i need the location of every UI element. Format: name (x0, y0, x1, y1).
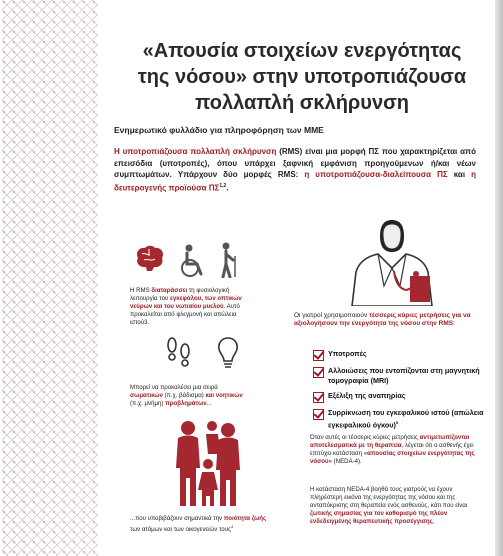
crutch-person-icon (217, 242, 239, 278)
rms-disrupts-text: Η RMS διαταράσσει τη φυσιολογική λειτουργία του εγκεφάλου, των οπτικών νεύρων και του νωτιαίου μυελού. Αυτό προκαλείται από φλεγμονή και απώλεια ιστού3. (130, 287, 242, 326)
doctor-icon (332, 216, 452, 306)
four-measures-intro: Οι γιατροί χρησιμοποιούν τέσσερις κύριες μετρήσεις για να αξιολογήσουν την ενεργότητα της νόσου στην RMS: (294, 312, 471, 327)
wheelchair-icon (179, 244, 209, 278)
document-page (98, 0, 495, 556)
lightbulb-icon (216, 336, 240, 372)
symptoms-text: Μπορεί να προκαλέσει μια σειρά σωματικών (π.χ. βάδισμα) και νοητικών (π.χ. μνήμη) προβλημάτων... (130, 384, 243, 407)
checklist-item: Συρρίκνωση του εγκεφαλικού ιστού (απώλεια εγκεφαλικού όγκου)$^5$ (313, 408, 488, 430)
quality-of-life-text: ...που υποβιβάζουν σημαντικά την ποιότητα ζωής των ατόμων και των οικογενειών τους$^4$ (130, 515, 267, 534)
neda-paragraph: Όταν αυτές οι τέσσερις κύριες μετρήσεις αντιμετωπίζονται αποτελεσματικά με τη θεραπεία, λέγεται ότι ο ασθενής έχει επιτύχει κατάσταση «απουσίας στοιχείων ενεργότητας της νόσου» (NEDA-4). (310, 434, 475, 465)
footprints-icon (164, 336, 194, 370)
brain-icon (132, 244, 166, 274)
intro-paragraph: Η υποτροπιάζουσα πολλαπλή σκλήρυνση (RMS) είναι μια μορφή ΠΣ που χαρακτηρίζεται από επεισόδια (υποτροπές), όπου υπάρχει ξαφνική εμφάνιση προηγούμενων ή/και νέων συμπτωμάτων. Υπάρχουν δύο μορφές RMS: η υποτροπιάζουσα-διαλείπουσα ΠΣ και η δευτερογενής προϊούσα ΠΣ$^{1,2}$. (114, 147, 477, 193)
measures-checklist (313, 349, 488, 435)
checkbox-icon (313, 409, 324, 420)
subtitle: Ενημερωτικό φυλλάδιο για πληροφόρηση των ΜΜΕ (114, 125, 324, 135)
neda4-paragraph: Η κατάσταση NEDA-4 βοηθά τους γιατρούς να έχουν πληρέστερη εικόνα της ενεργότητας της νόσου και της ανταπόκρισης στη θεραπεία ενός ασθενούς, κάτι που είναι ζωτικής σημασίας για τον καθορισμό της πλέον ενδεδειγμένης θεραπευτικής προσέγγισης. (310, 486, 468, 525)
family-icon (164, 420, 254, 508)
page-title: «Απουσία στοιχείων ενεργότητας της νόσου» στην υποτροπιάζουσα πολλαπλή σκλήρυνση (137, 40, 467, 114)
checkbox-icon (313, 350, 324, 361)
checklist-item: Αλλοιώσεις που εντοπίζονται στη μαγνητική τομογραφία (MRI) (313, 366, 488, 386)
sidebar-fade (2, 0, 98, 556)
page-edge (495, 0, 503, 556)
checkbox-icon (313, 392, 324, 403)
checklist-item: Εξέλιξη της αναπηρίας (313, 391, 488, 403)
checkbox-icon (313, 367, 324, 378)
checklist-item: Υποτροπές (313, 349, 488, 361)
